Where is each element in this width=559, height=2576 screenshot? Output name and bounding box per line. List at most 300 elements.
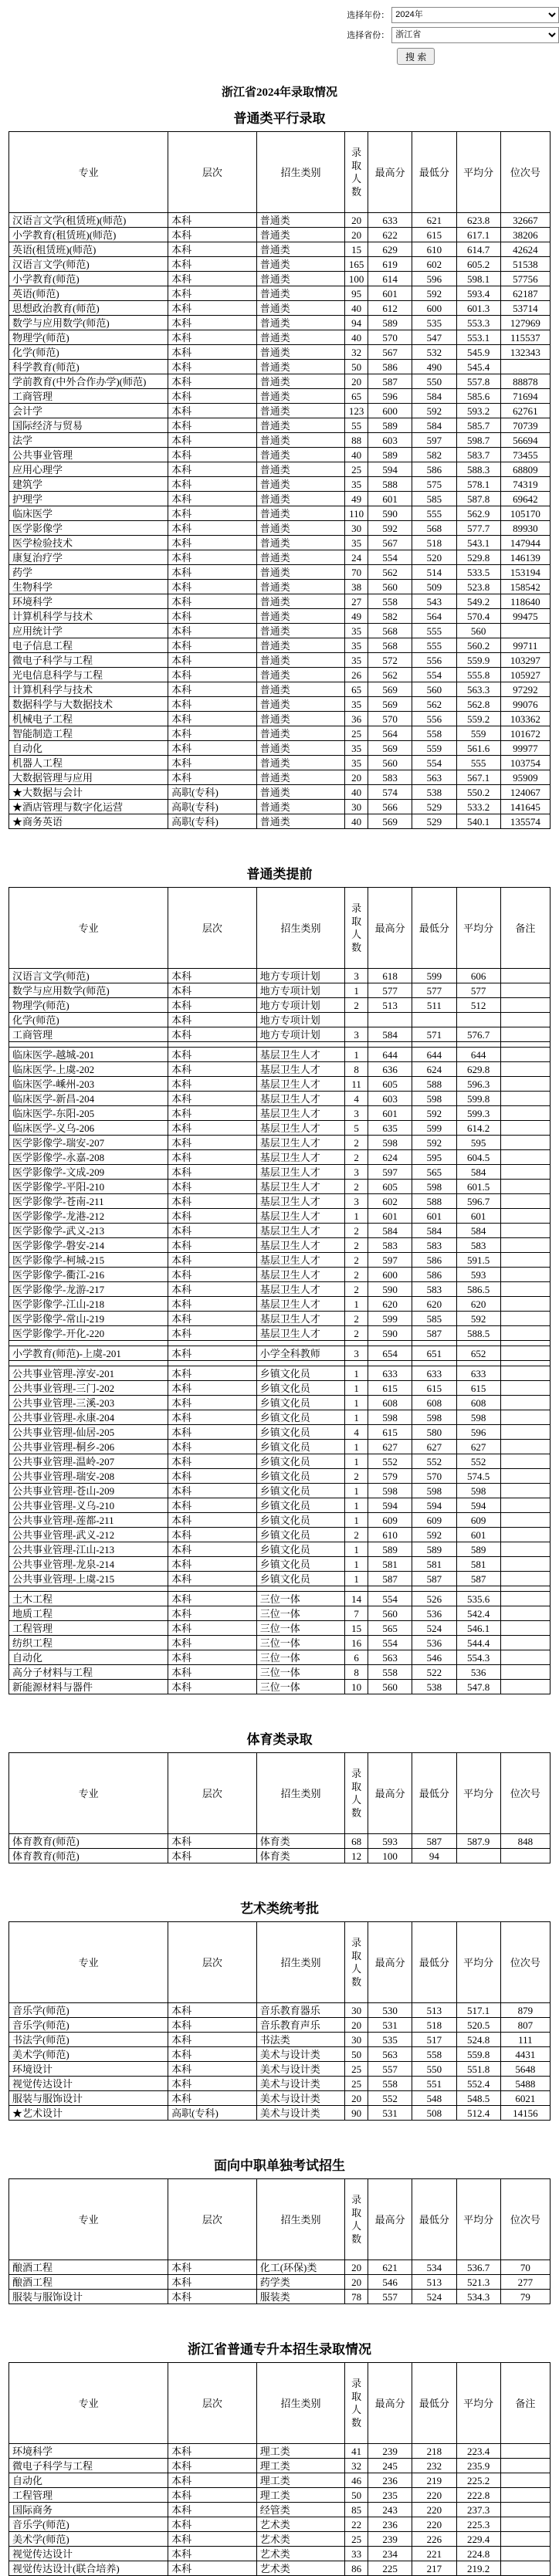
cell-note bbox=[500, 1194, 550, 1209]
cell-category: 基层卫生人才 bbox=[256, 1106, 345, 1121]
cell-max: 560 bbox=[368, 1680, 412, 1694]
cell-level: 本科 bbox=[168, 1528, 257, 1542]
cell-count: 3 bbox=[345, 1027, 368, 1042]
cell-note bbox=[500, 1062, 550, 1077]
cell-note bbox=[500, 1077, 550, 1092]
cell-max: 560 bbox=[368, 580, 412, 594]
cell-category: 经管类 bbox=[256, 2503, 345, 2517]
cell-category: 普通类 bbox=[256, 638, 345, 653]
cell-avg: 605.2 bbox=[456, 257, 500, 272]
cell-rank: 118640 bbox=[500, 594, 550, 609]
cell-max: 513 bbox=[368, 998, 412, 1013]
cell-category: 普通类 bbox=[256, 418, 345, 433]
cell-avg: 551.8 bbox=[456, 2062, 500, 2077]
cell-count: 25 bbox=[345, 726, 368, 741]
header-level: 层次 bbox=[168, 2179, 257, 2260]
table-header bbox=[9, 1922, 551, 2003]
cell-avg: 543.1 bbox=[456, 536, 500, 550]
cell-max: 562 bbox=[368, 565, 412, 580]
cell-count: 3 bbox=[345, 1106, 368, 1121]
cell-max: 619 bbox=[368, 257, 412, 272]
spacer-cell bbox=[500, 1341, 550, 1346]
cell-min: 615 bbox=[412, 228, 456, 242]
spacer-cell bbox=[456, 1586, 500, 1592]
cell-rank: 53714 bbox=[500, 301, 550, 316]
table-row bbox=[9, 506, 551, 521]
cell-max: 615 bbox=[368, 1381, 412, 1396]
table-row bbox=[9, 2503, 551, 2517]
cell-category: 地方专项计划 bbox=[256, 1013, 345, 1027]
cell-major: 视觉传达设计 bbox=[9, 2077, 168, 2091]
header-rank: 位次号 bbox=[500, 132, 550, 213]
cell-max: 554 bbox=[368, 1636, 412, 1650]
cell-count: 1 bbox=[345, 1542, 368, 1557]
cell-category: 普通类 bbox=[256, 360, 345, 374]
cell-category: 乡镇文化员 bbox=[256, 1572, 345, 1586]
cell-level: 本科 bbox=[168, 1542, 257, 1557]
cell-note bbox=[500, 1621, 550, 1636]
cell-category: 艺术类 bbox=[256, 2547, 345, 2561]
cell-level: 本科 bbox=[168, 1150, 257, 1165]
cell-rank: 71694 bbox=[500, 389, 550, 404]
cell-avg: 585.6 bbox=[456, 389, 500, 404]
header-max: 最高分 bbox=[368, 2363, 412, 2444]
cell-count: 32 bbox=[345, 345, 368, 360]
cell-category: 普通类 bbox=[256, 521, 345, 536]
cell-level: 本科 bbox=[168, 1180, 257, 1194]
cell-category: 普通类 bbox=[256, 462, 345, 477]
table-header bbox=[9, 1753, 551, 1834]
page-title: 浙江省2024年录取情况 bbox=[221, 86, 337, 99]
cell-major: 小学教育(师范) bbox=[9, 272, 168, 286]
cell-max: 531 bbox=[368, 2106, 412, 2121]
cell-avg: 583.7 bbox=[456, 448, 500, 462]
cell-major: 国际经济与贸易 bbox=[9, 418, 168, 433]
cell-max: 569 bbox=[368, 682, 412, 697]
cell-count: 1 bbox=[345, 1498, 368, 1513]
cell-level: 本科 bbox=[168, 433, 257, 448]
cell-note bbox=[500, 1165, 550, 1180]
cell-category: 服装类 bbox=[256, 2290, 345, 2304]
cell-avg: 596.7 bbox=[456, 1194, 500, 1209]
cell-min: 586 bbox=[412, 462, 456, 477]
cell-min: 586 bbox=[412, 1268, 456, 1282]
cell-max: 609 bbox=[368, 1513, 412, 1528]
table-row bbox=[9, 969, 551, 983]
cell-max: 633 bbox=[368, 1366, 412, 1381]
cell-major: 医学影像学-永嘉-208 bbox=[9, 1150, 168, 1165]
cell-max: 560 bbox=[368, 1606, 412, 1621]
cell-count: 2 bbox=[345, 1268, 368, 1282]
cell-count: 25 bbox=[345, 2532, 368, 2547]
cell-count: 100 bbox=[345, 272, 368, 286]
cell-major: 医学检验技术 bbox=[9, 536, 168, 550]
cell-category: 乡镇文化员 bbox=[256, 1425, 345, 1440]
cell-max: 629 bbox=[368, 242, 412, 257]
cell-category: 美术与设计类 bbox=[256, 2047, 345, 2062]
cell-min: 518 bbox=[412, 536, 456, 550]
cell-max: 546 bbox=[368, 2275, 412, 2290]
table-row bbox=[9, 1027, 551, 1042]
cell-level: 本科 bbox=[168, 1396, 257, 1410]
cell-avg: 559 bbox=[456, 726, 500, 741]
cell-min: 594 bbox=[412, 1498, 456, 1513]
cell-rank: 101672 bbox=[500, 726, 550, 741]
cell-level: 本科 bbox=[168, 1557, 257, 1572]
cell-min: 220 bbox=[412, 2503, 456, 2517]
table-row bbox=[9, 228, 551, 242]
cell-major: ★酒店管理与数字化运营 bbox=[9, 800, 168, 814]
cell-major: 护理学 bbox=[9, 492, 168, 506]
cell-max: 627 bbox=[368, 1440, 412, 1454]
cell-category: 艺术类 bbox=[256, 2561, 345, 2576]
header-major: 专业 bbox=[9, 888, 168, 969]
cell-avg: 623.8 bbox=[456, 213, 500, 228]
cell-min: 610 bbox=[412, 242, 456, 257]
cell-major: 数据科学与大数据技术 bbox=[9, 697, 168, 712]
cell-level: 本科 bbox=[168, 1092, 257, 1106]
cell-count: 30 bbox=[345, 800, 368, 814]
table-row bbox=[9, 2444, 551, 2459]
cell-avg: 598 bbox=[456, 1484, 500, 1498]
cell-category: 基层卫生人才 bbox=[256, 1062, 345, 1077]
year-select[interactable] bbox=[391, 7, 559, 23]
table-row bbox=[9, 2106, 551, 2121]
cell-count: 11 bbox=[345, 1077, 368, 1092]
table-row bbox=[9, 1013, 551, 1027]
cell-major: ★艺术设计 bbox=[9, 2106, 168, 2121]
cell-count: 1 bbox=[345, 1410, 368, 1425]
section-title: 艺术类统考批 bbox=[240, 1901, 319, 1916]
table-row bbox=[9, 1498, 551, 1513]
table-row bbox=[9, 2517, 551, 2532]
cell-avg: 627 bbox=[456, 1440, 500, 1454]
header-min: 最低分 bbox=[412, 2363, 456, 2444]
cell-category: 理工类 bbox=[256, 2444, 345, 2459]
table-row bbox=[9, 2488, 551, 2503]
search-button[interactable]: 搜 索 bbox=[397, 48, 435, 65]
cell-count: 27 bbox=[345, 594, 368, 609]
cell-count: 55 bbox=[345, 418, 368, 433]
cell-avg: 574.5 bbox=[456, 1469, 500, 1484]
header-note: 备注 bbox=[500, 888, 550, 969]
cell-avg: 529.8 bbox=[456, 550, 500, 565]
cell-max: 584 bbox=[368, 1027, 412, 1042]
cell-category: 乡镇文化员 bbox=[256, 1528, 345, 1542]
cell-level: 本科 bbox=[168, 697, 257, 712]
cell-count: 1 bbox=[345, 1381, 368, 1396]
cell-max: 612 bbox=[368, 301, 412, 316]
cell-major: ★商务英语 bbox=[9, 814, 168, 829]
cell-level: 本科 bbox=[168, 1849, 257, 1863]
cell-min: 598 bbox=[412, 1484, 456, 1498]
cell-note bbox=[500, 1366, 550, 1381]
cell-min: 543 bbox=[412, 594, 456, 609]
cell-max: 600 bbox=[368, 404, 412, 418]
cell-max: 564 bbox=[368, 726, 412, 741]
cell-max: 589 bbox=[368, 1542, 412, 1557]
spacer-cell bbox=[168, 1341, 257, 1346]
cell-max: 579 bbox=[368, 1469, 412, 1484]
cell-avg: 576.7 bbox=[456, 1027, 500, 1042]
cell-note bbox=[500, 1209, 550, 1224]
cell-min: 555 bbox=[412, 624, 456, 638]
cell-avg: 601 bbox=[456, 1209, 500, 1224]
cell-count: 2 bbox=[345, 1224, 368, 1238]
cell-avg: 546.1 bbox=[456, 1621, 500, 1636]
table-row bbox=[9, 1312, 551, 1326]
cell-min: 520 bbox=[412, 550, 456, 565]
cell-category: 普通类 bbox=[256, 770, 345, 785]
cell-level: 本科 bbox=[168, 550, 257, 565]
cell-max: 569 bbox=[368, 697, 412, 712]
cell-category: 普通类 bbox=[256, 345, 345, 360]
cell-max: 644 bbox=[368, 1048, 412, 1062]
group-spacer-row bbox=[9, 1341, 551, 1346]
cell-note bbox=[500, 1513, 550, 1528]
cell-min: 558 bbox=[412, 726, 456, 741]
cell-note bbox=[500, 1253, 550, 1268]
cell-rank: 127969 bbox=[500, 316, 550, 330]
cell-min: 599 bbox=[412, 1121, 456, 1136]
cell-min: 513 bbox=[412, 2275, 456, 2290]
admission-table bbox=[8, 1752, 551, 1863]
table-row bbox=[9, 1440, 551, 1454]
cell-rank: 79 bbox=[500, 2290, 550, 2304]
cell-level: 本科 bbox=[168, 2047, 257, 2062]
cell-major: 新能源材料与器件 bbox=[9, 1680, 168, 1694]
cell-major: 国际商务 bbox=[9, 2503, 168, 2517]
cell-avg bbox=[456, 1013, 500, 1027]
cell-avg: 225.3 bbox=[456, 2517, 500, 2532]
cell-category: 普通类 bbox=[256, 301, 345, 316]
cell-avg: 633 bbox=[456, 1366, 500, 1381]
cell-level: 本科 bbox=[168, 1572, 257, 1586]
cell-count: 35 bbox=[345, 536, 368, 550]
table-row bbox=[9, 1077, 551, 1092]
table-row bbox=[9, 1048, 551, 1062]
cell-category: 基层卫生人才 bbox=[256, 1253, 345, 1268]
cell-min: 529 bbox=[412, 800, 456, 814]
cell-category: 美术与设计类 bbox=[256, 2091, 345, 2106]
cell-major: 临床医学-越城-201 bbox=[9, 1048, 168, 1062]
cell-category: 地方专项计划 bbox=[256, 969, 345, 983]
cell-min: 562 bbox=[412, 697, 456, 712]
cell-category: 普通类 bbox=[256, 550, 345, 565]
cell-major: 思想政治教育(师范) bbox=[9, 301, 168, 316]
cell-level: 本科 bbox=[168, 2459, 257, 2473]
cell-count: 70 bbox=[345, 565, 368, 580]
cell-count: 49 bbox=[345, 492, 368, 506]
header-min: 最低分 bbox=[412, 1753, 456, 1834]
cell-category: 普通类 bbox=[256, 653, 345, 668]
cell-count: 3 bbox=[345, 969, 368, 983]
cell-major: 医学影像学-龙游-217 bbox=[9, 1282, 168, 1297]
cell-count: 78 bbox=[345, 2290, 368, 2304]
cell-min: 551 bbox=[412, 2077, 456, 2091]
cell-note bbox=[500, 1180, 550, 1194]
table-row bbox=[9, 316, 551, 330]
cell-major: 医学影像学-平阳-210 bbox=[9, 1180, 168, 1194]
cell-level: 本科 bbox=[168, 345, 257, 360]
cell-avg: 222.8 bbox=[456, 2488, 500, 2503]
table-row bbox=[9, 2018, 551, 2033]
cell-major: 临床医学-上虞-202 bbox=[9, 1062, 168, 1077]
cell-max: 599 bbox=[368, 1312, 412, 1326]
cell-level: 本科 bbox=[168, 2077, 257, 2091]
spacer-cell bbox=[9, 1361, 168, 1366]
cell-min: 592 bbox=[412, 286, 456, 301]
cell-rank: 158542 bbox=[500, 580, 550, 594]
cell-max: 588 bbox=[368, 477, 412, 492]
cell-max: 558 bbox=[368, 1665, 412, 1680]
table-row bbox=[9, 1513, 551, 1528]
cell-level: 高职(专科) bbox=[168, 814, 257, 829]
cell-category: 普通类 bbox=[256, 800, 345, 814]
cell-level: 本科 bbox=[168, 272, 257, 286]
cell-category: 普通类 bbox=[256, 594, 345, 609]
cell-major: 机械电子工程 bbox=[9, 712, 168, 726]
cell-count: 35 bbox=[345, 638, 368, 653]
cell-level: 本科 bbox=[168, 1013, 257, 1027]
cell-major: 数学与应用数学(师范) bbox=[9, 316, 168, 330]
cell-count: 2 bbox=[345, 1150, 368, 1165]
table-row bbox=[9, 653, 551, 668]
cell-level: 本科 bbox=[168, 2260, 257, 2275]
cell-avg: 593.2 bbox=[456, 404, 500, 418]
province-select[interactable] bbox=[391, 27, 559, 43]
spacer-cell bbox=[9, 1341, 168, 1346]
cell-category: 美术与设计类 bbox=[256, 2062, 345, 2077]
cell-max: 557 bbox=[368, 2062, 412, 2077]
cell-avg: 586.5 bbox=[456, 1282, 500, 1297]
cell-avg: 596 bbox=[456, 1425, 500, 1440]
cell-level: 本科 bbox=[168, 1410, 257, 1425]
cell-count: 35 bbox=[345, 477, 368, 492]
cell-max: 598 bbox=[368, 1410, 412, 1425]
cell-category: 理工类 bbox=[256, 2459, 345, 2473]
cell-count: 65 bbox=[345, 682, 368, 697]
spacer-cell bbox=[368, 1341, 412, 1346]
header-max: 最高分 bbox=[368, 1922, 412, 2003]
cell-min: 602 bbox=[412, 257, 456, 272]
cell-min: 220 bbox=[412, 2517, 456, 2532]
header-min: 最低分 bbox=[412, 2179, 456, 2260]
header-category: 招生类别 bbox=[256, 888, 345, 969]
table-row bbox=[9, 1209, 551, 1224]
spacer-cell bbox=[168, 1361, 257, 1366]
cell-level: 本科 bbox=[168, 301, 257, 316]
cell-avg: 560 bbox=[456, 624, 500, 638]
cell-count: 2 bbox=[345, 998, 368, 1013]
cell-avg: 560.2 bbox=[456, 638, 500, 653]
cell-level: 本科 bbox=[168, 389, 257, 404]
cell-level: 本科 bbox=[168, 257, 257, 272]
cell-count: 2 bbox=[345, 1180, 368, 1194]
section-title: 浙江省普通专升本招生录取情况 bbox=[188, 2342, 371, 2357]
cell-count: 1 bbox=[345, 1454, 368, 1469]
cell-major: 临床医学-义乌-206 bbox=[9, 1121, 168, 1136]
cell-avg: 578.1 bbox=[456, 477, 500, 492]
cell-count: 30 bbox=[345, 2033, 368, 2047]
cell-min: 585 bbox=[412, 492, 456, 506]
table-row bbox=[9, 1268, 551, 1282]
cell-major: 微电子科学与工程 bbox=[9, 2459, 168, 2473]
table-row bbox=[9, 272, 551, 286]
cell-avg: 225.2 bbox=[456, 2473, 500, 2488]
cell-major: 大数据管理与应用 bbox=[9, 770, 168, 785]
cell-major: 自动化 bbox=[9, 2473, 168, 2488]
cell-category: 普通类 bbox=[256, 668, 345, 682]
admission-table bbox=[8, 2178, 551, 2304]
cell-level: 本科 bbox=[168, 418, 257, 433]
cell-major: 电子信息工程 bbox=[9, 638, 168, 653]
cell-count: 25 bbox=[345, 462, 368, 477]
cell-category: 理工类 bbox=[256, 2488, 345, 2503]
cell-category: 普通类 bbox=[256, 448, 345, 462]
cell-max: 622 bbox=[368, 228, 412, 242]
cell-major: 工商管理 bbox=[9, 1027, 168, 1042]
cell-avg: 553.3 bbox=[456, 316, 500, 330]
table-row bbox=[9, 638, 551, 653]
cell-count: 49 bbox=[345, 609, 368, 624]
table-row bbox=[9, 785, 551, 800]
cell-category: 普通类 bbox=[256, 242, 345, 257]
cell-major: 计算机科学与技术 bbox=[9, 609, 168, 624]
cell-category: 基层卫生人才 bbox=[256, 1194, 345, 1209]
cell-min: 518 bbox=[412, 2018, 456, 2033]
header-major: 专业 bbox=[9, 1753, 168, 1834]
cell-category: 基层卫生人才 bbox=[256, 1048, 345, 1062]
cell-count: 10 bbox=[345, 1680, 368, 1694]
cell-avg: 652 bbox=[456, 1346, 500, 1361]
table-row bbox=[9, 1238, 551, 1253]
table-row bbox=[9, 1542, 551, 1557]
cell-max: 590 bbox=[368, 1282, 412, 1297]
cell-rank: 70739 bbox=[500, 418, 550, 433]
spacer-cell bbox=[368, 1586, 412, 1592]
cell-avg: 549.2 bbox=[456, 594, 500, 609]
cell-avg: 591.5 bbox=[456, 1253, 500, 1268]
cell-category: 乡镇文化员 bbox=[256, 1454, 345, 1469]
cell-level: 本科 bbox=[168, 998, 257, 1013]
cell-major: 美术学(师范) bbox=[9, 2532, 168, 2547]
cell-note bbox=[500, 1425, 550, 1440]
cell-avg: 223.4 bbox=[456, 2444, 500, 2459]
cell-min: 600 bbox=[412, 301, 456, 316]
header-category: 招生类别 bbox=[256, 2363, 345, 2444]
table-row bbox=[9, 712, 551, 726]
cell-major: 化学(师范) bbox=[9, 345, 168, 360]
cell-note bbox=[500, 1326, 550, 1341]
spacer-cell bbox=[168, 1586, 257, 1592]
cell-major: 书法学(师范) bbox=[9, 2033, 168, 2047]
section-spacer bbox=[0, 829, 559, 855]
cell-major: 地质工程 bbox=[9, 1606, 168, 1621]
table-row bbox=[9, 2003, 551, 2018]
cell-major: 物理学(师范) bbox=[9, 998, 168, 1013]
cell-major: 公共事业管理-武义-212 bbox=[9, 1528, 168, 1542]
cell-avg: 584 bbox=[456, 1165, 500, 1180]
cell-major: 视觉传达设计(联合培养) bbox=[9, 2561, 168, 2576]
cell-count: 2 bbox=[345, 1253, 368, 1268]
header-max: 最高分 bbox=[368, 888, 412, 969]
cell-rank: 146139 bbox=[500, 550, 550, 565]
header-rank: 位次号 bbox=[500, 1753, 550, 1834]
cell-category: 基层卫生人才 bbox=[256, 1136, 345, 1150]
cell-rank: 124067 bbox=[500, 785, 550, 800]
cell-count: 8 bbox=[345, 1665, 368, 1680]
